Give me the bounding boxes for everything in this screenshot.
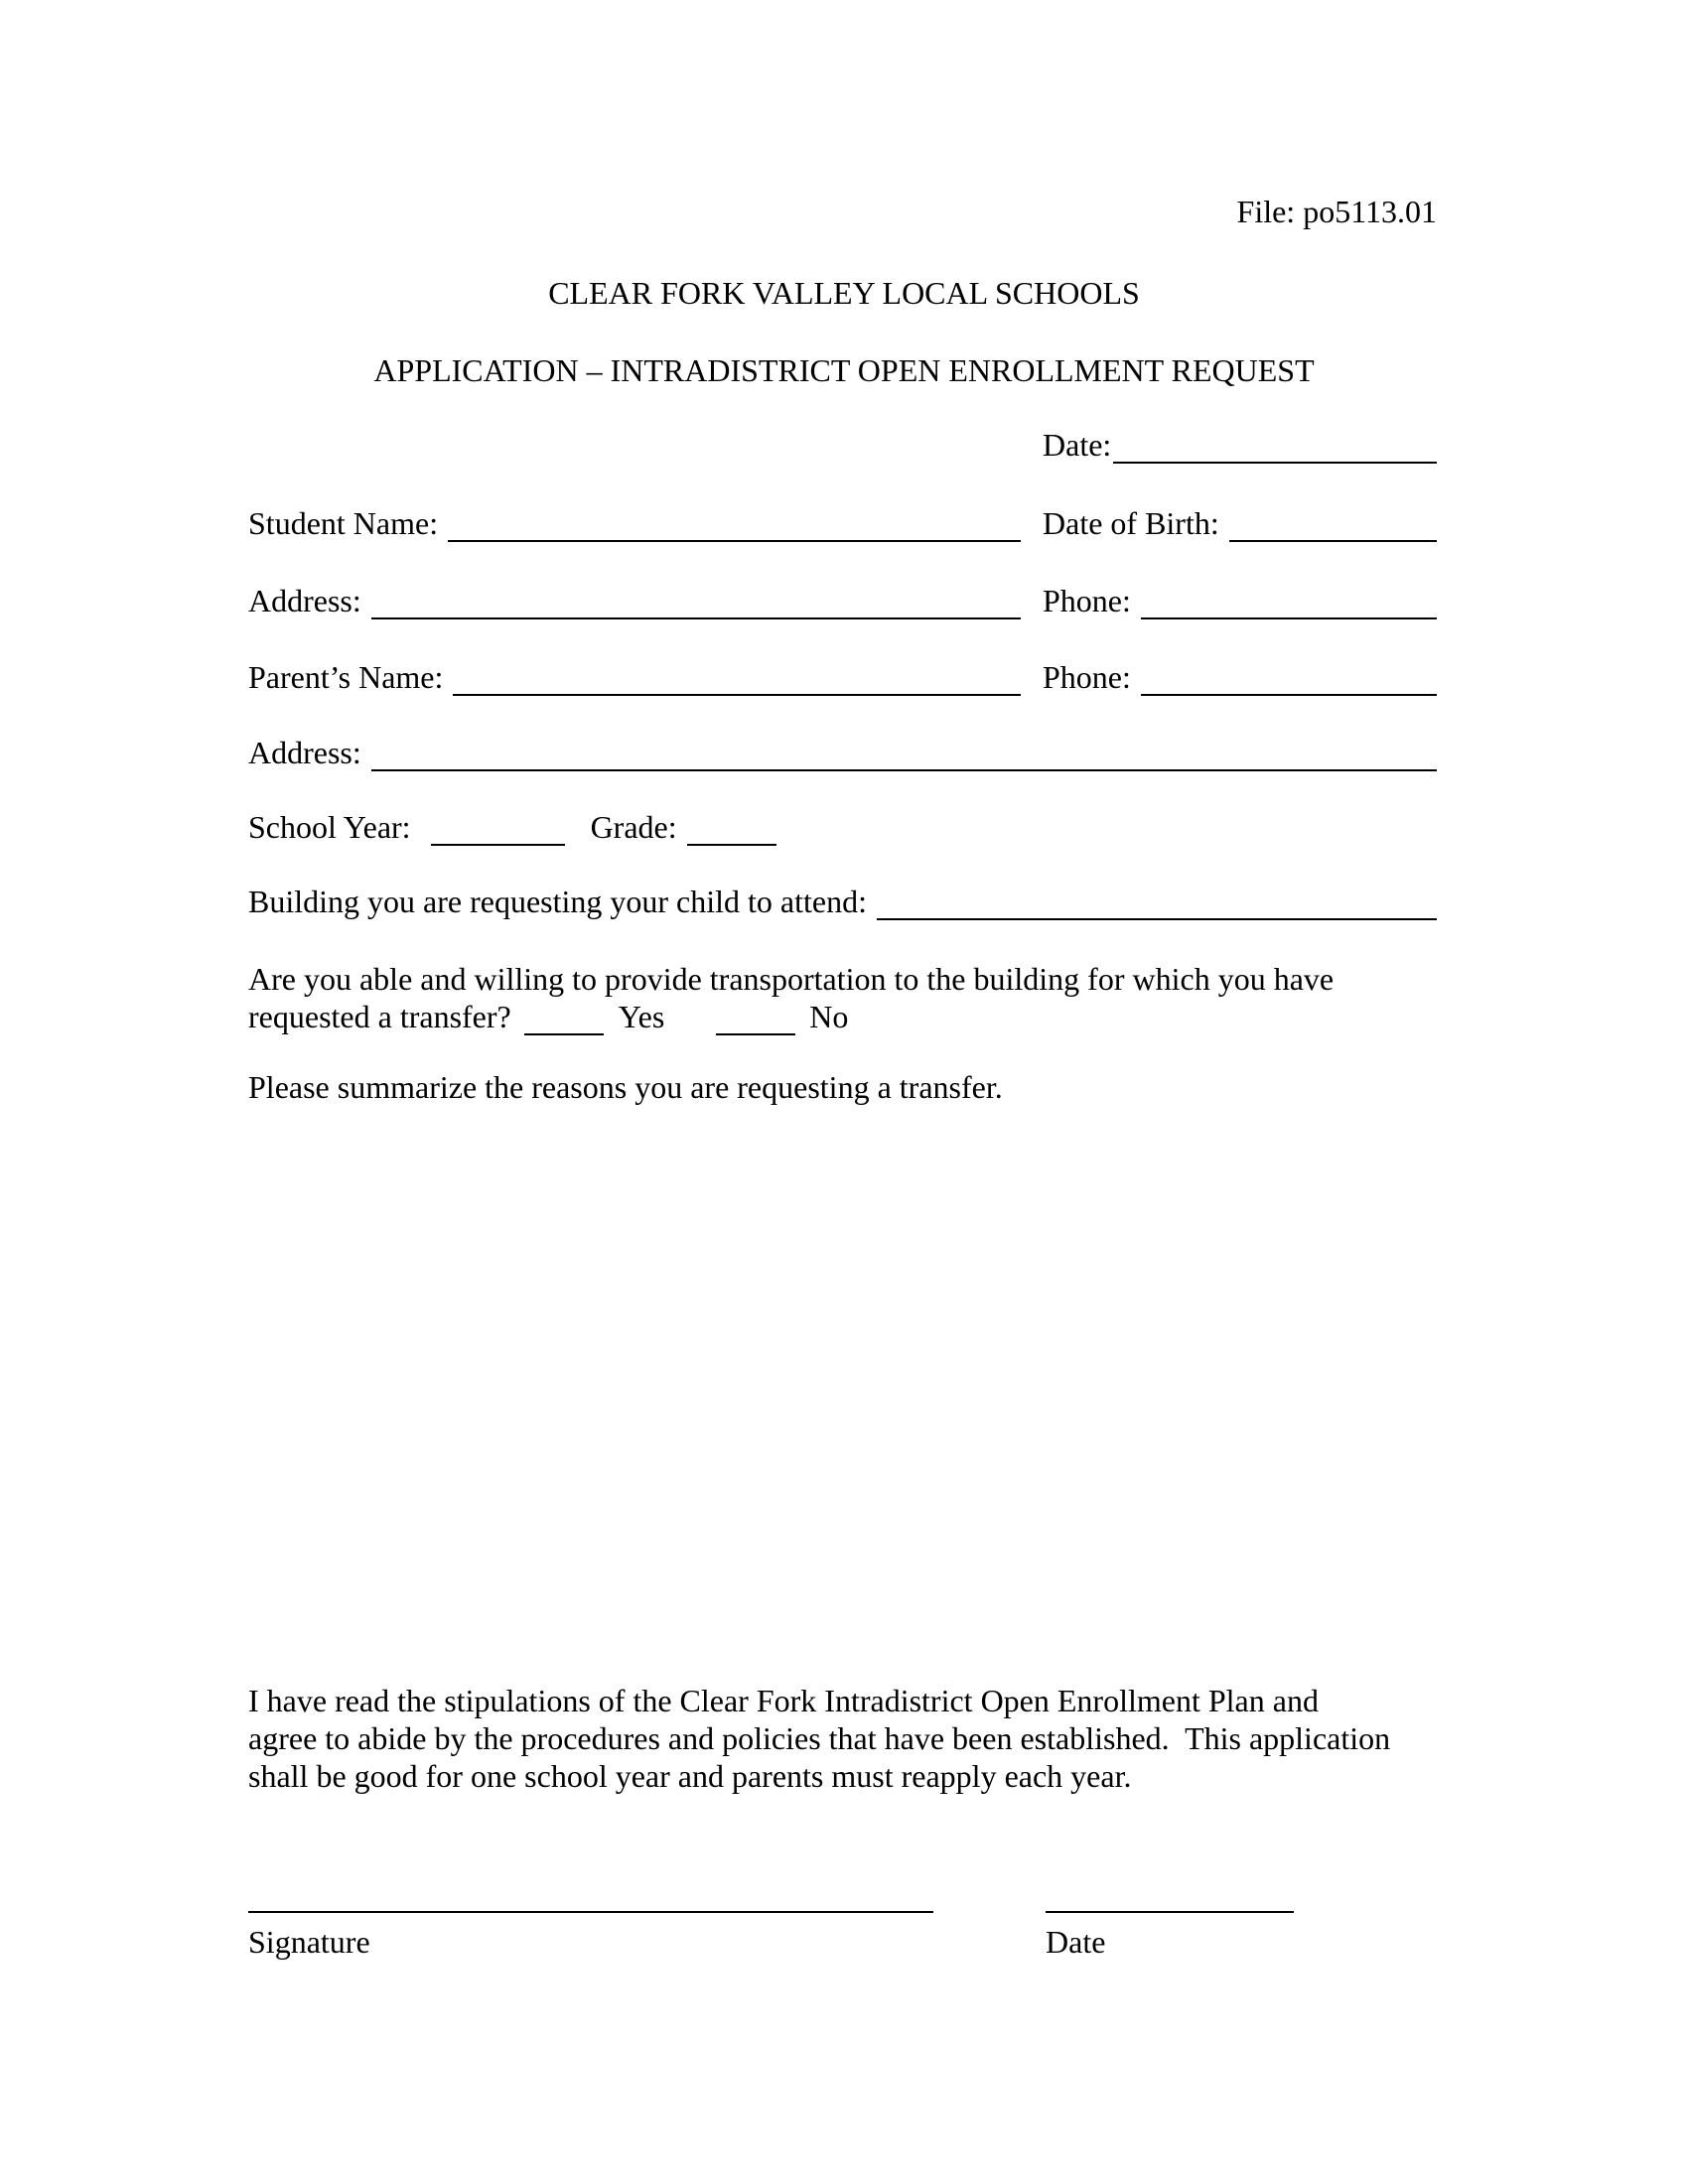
building-row xyxy=(248,884,1437,920)
agreement-line: shall be good for one school year and parents must reapply each year. xyxy=(248,1758,1132,1794)
parent-address-fill-line[interactable] xyxy=(371,769,1437,771)
signed-date-label: Date xyxy=(1046,1924,1106,1960)
parent-name-fill-line[interactable] xyxy=(453,694,1021,696)
parent-address-label: Address: xyxy=(248,735,361,770)
parent-row xyxy=(248,659,1437,696)
school-year-fill-line[interactable] xyxy=(431,844,565,846)
page-subtitle: APPLICATION – INTRADISTRICT OPEN ENROLLMENT REQUEST xyxy=(373,352,1315,388)
parent-phone-fill-line[interactable] xyxy=(1141,694,1437,696)
no-label: No xyxy=(809,999,849,1034)
date-row xyxy=(1043,427,1437,464)
signature-label: Signature xyxy=(248,1924,370,1960)
transport-question-line2: requested a transfer? xyxy=(248,999,511,1034)
signed-date-fill-line[interactable] xyxy=(1046,1884,1294,1913)
address-label: Address: xyxy=(248,583,361,618)
transport-question xyxy=(248,960,1334,1035)
parent-phone-label: Phone: xyxy=(1043,659,1131,695)
agreement-text xyxy=(248,1682,1390,1795)
page-title: CLEAR FORK VALLEY LOCAL SCHOOLS xyxy=(548,275,1140,311)
yes-fill-line[interactable] xyxy=(524,1033,604,1035)
transport-answer-row xyxy=(248,998,1334,1035)
agreement-line: I have read the stipulations of the Clear Fork Intradistrict Open Enrollment Plan and xyxy=(248,1683,1319,1718)
school-year-row xyxy=(248,809,776,846)
student-row xyxy=(248,505,1437,542)
building-fill-line[interactable] xyxy=(877,918,1437,920)
parent-address-row xyxy=(248,735,1437,771)
file-reference: File: po5113.01 xyxy=(1236,194,1437,229)
grade-label: Grade: xyxy=(590,809,677,845)
transport-question-line1: Are you able and willing to provide transportation to the building for which you have xyxy=(248,961,1335,997)
address-row xyxy=(248,583,1437,619)
address-fill-line[interactable] xyxy=(371,617,1021,619)
phone-fill-line[interactable] xyxy=(1141,617,1437,619)
date-fill-line[interactable] xyxy=(1113,462,1437,464)
date-label: Date: xyxy=(1043,427,1112,463)
phone-label: Phone: xyxy=(1043,583,1131,618)
yes-label: Yes xyxy=(618,999,665,1034)
student-name-label: Student Name: xyxy=(248,505,439,541)
building-label: Building you are requesting your child to attend: xyxy=(248,884,867,919)
agreement-line: agree to abide by the procedures and policies that have been established. This application xyxy=(248,1720,1391,1756)
date-of-birth-label: Date of Birth: xyxy=(1043,505,1219,541)
grade-fill-line[interactable] xyxy=(687,844,776,846)
summarize-prompt: Please summarize the reasons you are requesting a transfer. xyxy=(248,1069,1003,1105)
signature-fill-line[interactable] xyxy=(248,1884,933,1913)
reasons-writing-area[interactable] xyxy=(248,1117,1437,1663)
parent-name-label: Parent’s Name: xyxy=(248,659,444,695)
date-of-birth-fill-line[interactable] xyxy=(1229,540,1437,542)
student-name-fill-line[interactable] xyxy=(448,540,1021,542)
no-fill-line[interactable] xyxy=(716,1033,795,1035)
school-year-label: School Year: xyxy=(248,809,411,845)
